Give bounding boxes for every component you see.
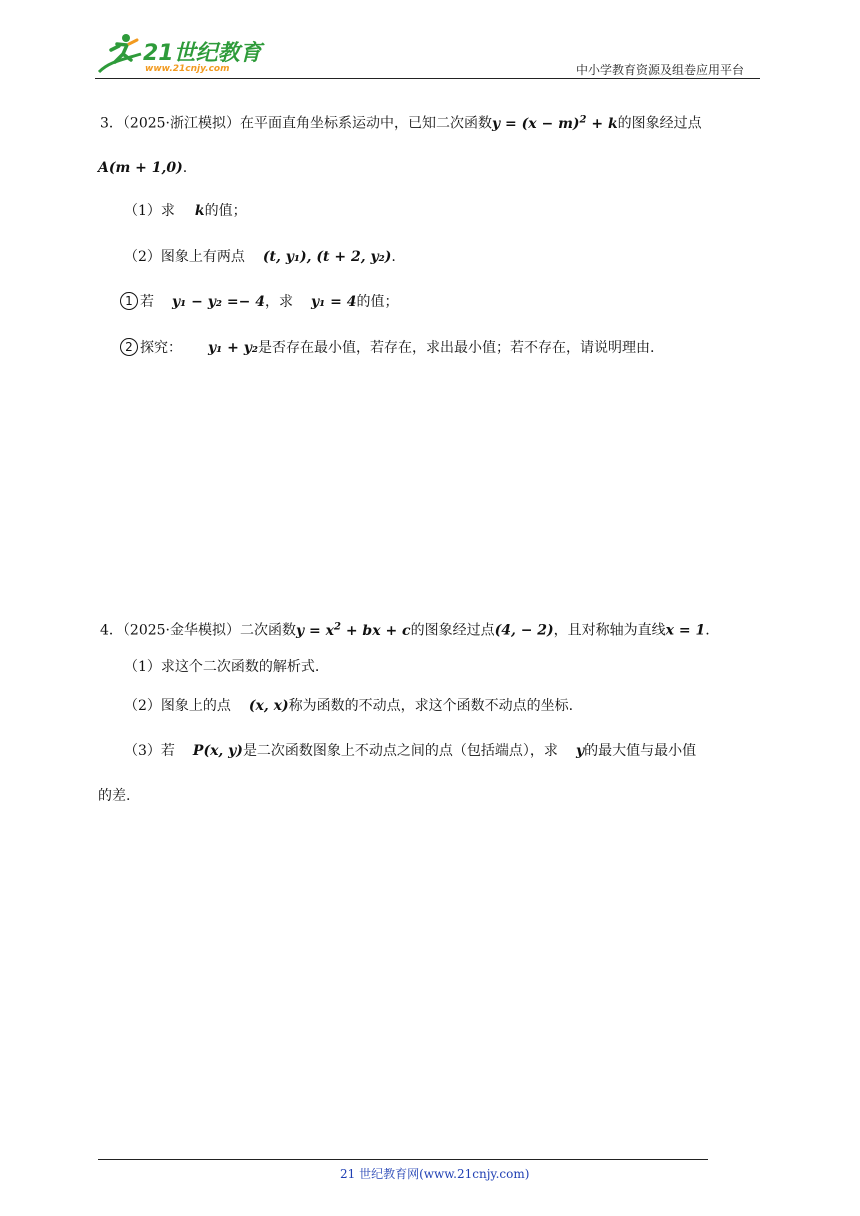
q4-part3-y: y (575, 743, 585, 759)
q3-part2-points: (t, y₁), (t + 2, y₂) (262, 249, 392, 265)
q3-stem (100, 110, 702, 134)
q3-source: （2025·浙江模拟） (122, 115, 241, 132)
q3-sub1-target: y₁ = 4 (310, 294, 357, 310)
footer-link[interactable]: 21 世纪教育网(www.21cnjy.com) (340, 1167, 530, 1181)
q3-point-a: A(m + 1,0) (98, 160, 183, 176)
q4-source: （2025·金华模拟） (122, 622, 241, 639)
q4-axis: x = 1 (665, 622, 706, 639)
q3-stem-tail: 的图象经过点 (617, 115, 702, 132)
q3-sub2-expr: y₁ + y₂ (208, 340, 259, 356)
q4-part1: （1）求这个二次函数的解析式. (124, 659, 320, 675)
q3-sub1-condition: y₁ − y₂ =− 4 (172, 294, 265, 310)
q3-sub2: 2 探究： y₁ + y₂是否存在最小值，若存在，求出最小值；若不存在，请说明理由. (120, 338, 654, 358)
q4-stem: 4．（2025·金华模拟）二次函数$y = x^2$ + bx + c的图象经过点(4, − 2)，且对称轴为直线x = 1. (100, 621, 710, 639)
header-platform-text: 中小学教育资源及组卷应用平台 (576, 63, 745, 77)
q3-part1: （1）求 k的值； (124, 203, 247, 219)
q4-part3: （3）若 P(x, y)是二次函数图象上不动点之间的点（包括端点），求 y的最大值与最小值 (124, 743, 697, 759)
q4-part2-var: (x, x) (248, 698, 289, 714)
q4-part3-line2: 的差. (98, 788, 131, 804)
header-divider (95, 78, 760, 79)
q4-formula: $y = x^2$ + bx + c (296, 621, 411, 639)
site-logo[interactable] (95, 32, 265, 78)
q3-formula: $y = (x - m)^2 + k$ (492, 114, 618, 132)
q3-part2: （2）图象上有两点 (t, y₁), (t + 2, y₂). (124, 249, 396, 265)
q4-number: 4． (100, 622, 123, 639)
logo-url-text: www.21cnjy.com (145, 64, 230, 74)
q3-sub1: 1 若 y₁ − y₂ =− 4，求 y₁ = 4的值； (120, 292, 398, 312)
circled-number-2: 2 (120, 338, 138, 356)
q3-point-line: A(m + 1,0). (98, 160, 188, 176)
q3-stem-text: 在平面直角坐标系运动中，已知二次函数 (240, 115, 493, 132)
circled-number-1: 1 (120, 292, 138, 310)
runner-logo-icon (95, 32, 145, 76)
q4-part2: （2）图象上的点 (x, x)称为函数的不动点，求这个函数不动点的坐标. (124, 698, 574, 714)
q3-part1-var: k (194, 203, 205, 219)
q4-point: (4, − 2) (494, 622, 554, 639)
logo-main-text: 21世纪教育 (143, 41, 262, 66)
footer-divider (98, 1159, 708, 1160)
q3-number: 3． (100, 115, 123, 132)
q4-part3-var: P(x, y) (192, 743, 243, 759)
